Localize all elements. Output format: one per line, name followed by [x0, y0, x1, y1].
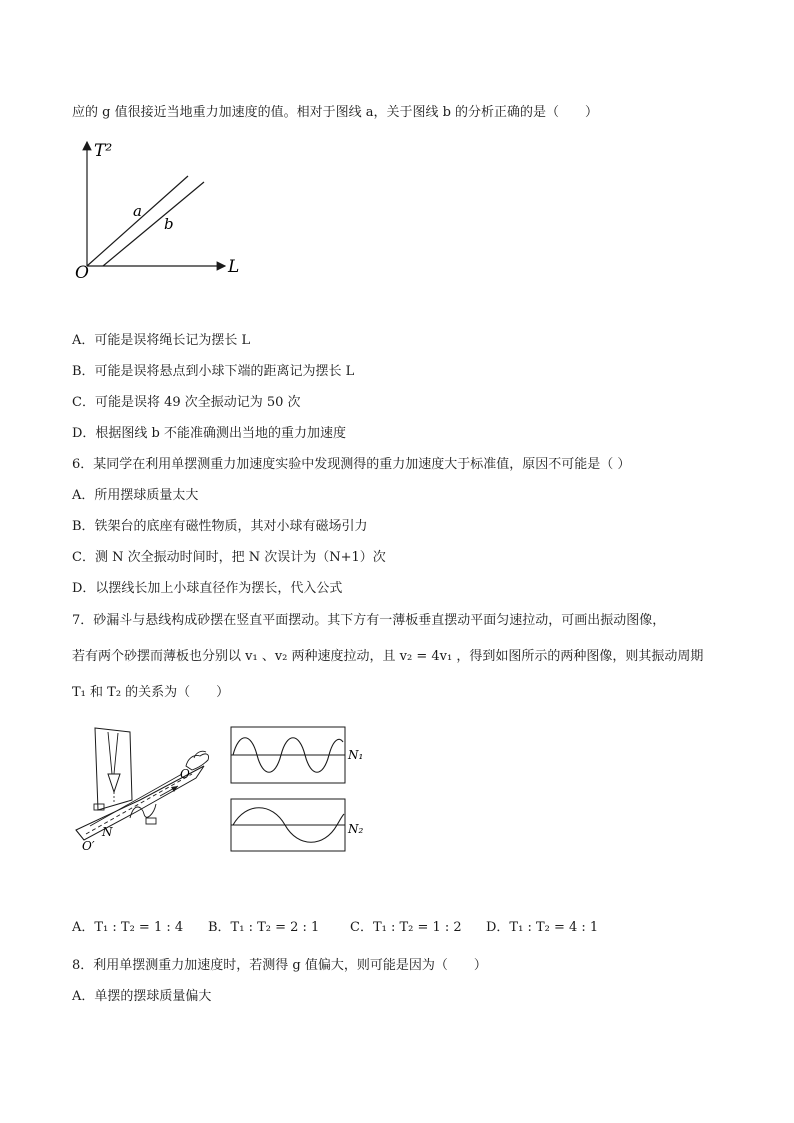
- q8-stem: 8．利用单摆测重力加速度时，若测得 g 值偏大，则可能是因为（ ）: [72, 958, 487, 973]
- q5-option-d: D．根据图线 b 不能准确测出当地的重力加速度: [72, 426, 347, 441]
- q6-option-d: D．以摆线长加上小球直径作为摆长，代入公式: [72, 581, 343, 596]
- wave-n1-figure: [230, 726, 370, 788]
- q5-stem-line: 应的 g 值很接近当地重力加速度的值。相对于图线 a，关于图线 b 的分析正确的是（ ）: [72, 105, 599, 120]
- label-o-top: O: [180, 767, 190, 781]
- q5-option-a: A．可能是误将绳长记为摆长 L: [72, 333, 251, 348]
- line-b-label: b: [164, 215, 174, 233]
- t2-l-graph: [70, 136, 250, 286]
- q6-option-b: B．铁架台的底座有磁性物质，其对小球有磁场引力: [72, 519, 368, 534]
- q6-option-a: A．所用摆球质量太大: [72, 488, 199, 503]
- q7-stem-line1: 7．砂漏斗与悬线构成砂摆在竖直平面摆动。其下方有一薄板垂直摆动平面匀速拉动，可画出振动图像，: [72, 613, 666, 628]
- q5-option-b: B．可能是误将悬点到小球下端的距离记为摆长 L: [72, 364, 355, 379]
- wave-n2-label: N₂: [348, 822, 364, 836]
- q6-stem: 6．某同学在利用单摆测重力加速度实验中发现测得的重力加速度大于标准值，原因不可能是（ ）: [72, 457, 631, 472]
- q7-option-d: D．T₁ : T₂ = 4 : 1: [486, 920, 599, 935]
- label-n: N: [102, 825, 113, 839]
- q8-option-a: A．单摆的摆球质量偏大: [72, 989, 212, 1004]
- q7-option-c: C．T₁ : T₂ = 1 : 2: [350, 920, 462, 935]
- q7-stem-line2: 若有两个砂摆而薄板也分别以 v₁ 、v₂ 两种速度拉动，且 v₂ = 4v₁ ，得到如图所示的两种图像，则其振动周期: [72, 649, 704, 664]
- q7-option-b: B．T₁ : T₂ = 2 : 1: [208, 920, 320, 935]
- line-b: [103, 182, 204, 266]
- q5-option-c: C．可能是误将 49 次全振动记为 50 次: [72, 395, 301, 410]
- y-axis-label: T²: [94, 141, 113, 161]
- line-a-label: a: [133, 202, 142, 220]
- q7-stem-line3: T₁ 和 T₂ 的关系为（ ）: [72, 685, 230, 700]
- q6-option-c: C．测 N 次全振动时间时，把 N 次误计为（N+1）次: [72, 550, 386, 565]
- wave-n2-figure: [230, 798, 370, 854]
- label-o-bottom: O′: [82, 839, 95, 852]
- q7-option-a: A．T₁ : T₂ = 1 : 4: [72, 920, 184, 935]
- x-axis-label: L: [228, 257, 240, 277]
- wave-n1-label: N₁: [348, 748, 364, 762]
- origin-label: O: [75, 263, 89, 283]
- sand-pendulum-figure: [70, 722, 220, 852]
